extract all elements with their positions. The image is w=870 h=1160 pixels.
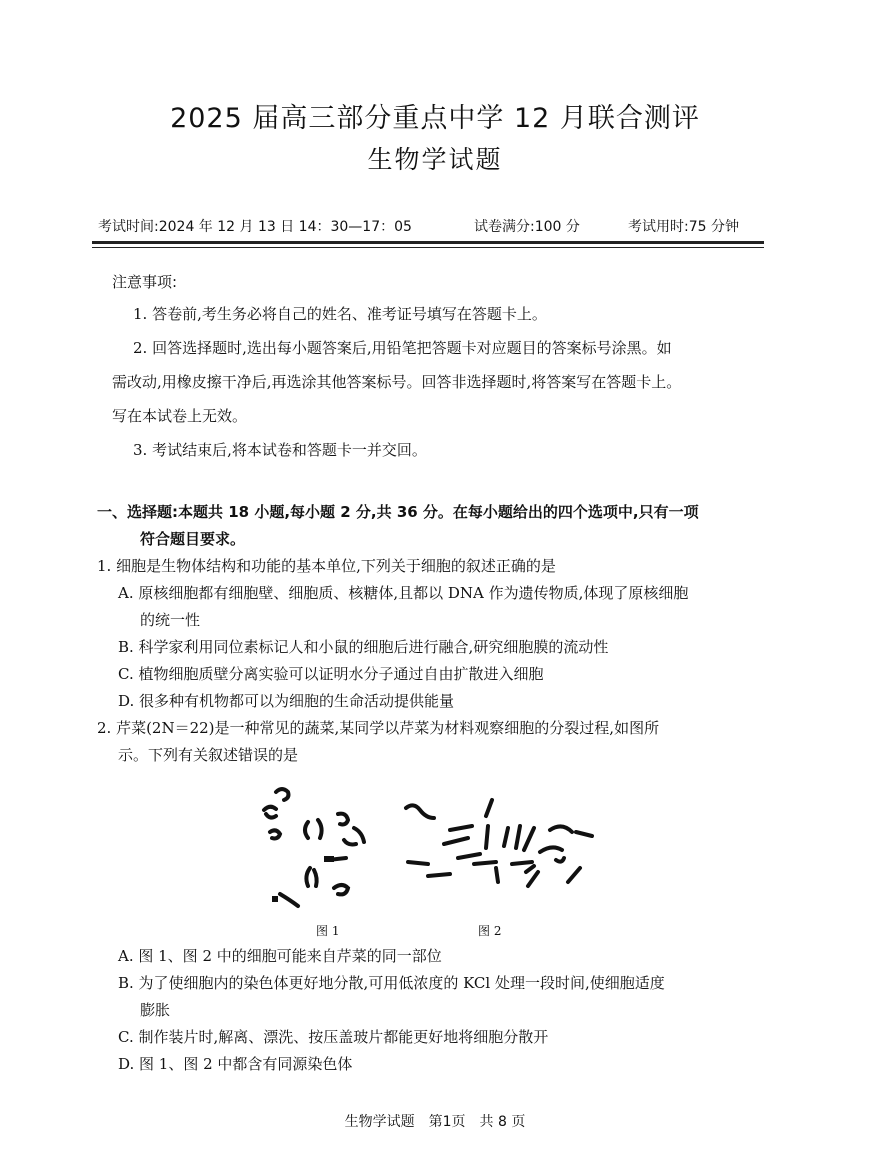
notice-item-2-line-1: 2. 回答选择题时,选出每小题答案后,用铅笔把答题卡对应题目的答案标号涂黑。如 <box>133 339 672 357</box>
exam-time: 考试时间:2024 年 12 月 13 日 14：30—17：05 <box>98 219 412 235</box>
notice-item-2-line-3: 写在本试卷上无效。 <box>112 407 248 425</box>
page-footer: 生物学试题 第1页 共 8 页 <box>344 1114 526 1130</box>
section-heading-line-2: 符合题目要求。 <box>140 530 246 548</box>
full-score: 试卷满分:100 分 <box>474 219 580 235</box>
figure-1-chromosomes <box>252 778 382 918</box>
exam-duration: 考试用时:75 分钟 <box>628 219 739 235</box>
q1-option-b: B. 科学家利用同位素标记人和小鼠的细胞后进行融合,研究细胞膜的流动性 <box>118 638 609 656</box>
q2-option-d: D. 图 1、图 2 中都含有同源染色体 <box>118 1055 353 1073</box>
q1-stem: 1. 细胞是生物体结构和功能的基本单位,下列关于细胞的叙述正确的是 <box>97 557 556 575</box>
notice-heading: 注意事项: <box>112 273 178 291</box>
exam-subtitle: 生物学试题 <box>367 145 503 174</box>
notice-item-1: 1. 答卷前,考生务必将自己的姓名、准考证号填写在答题卡上。 <box>133 305 547 323</box>
q2-option-b-line-1: B. 为了使细胞内的染色体更好地分散,可用低浓度的 KCl 处理一段时间,使细胞适度 <box>118 974 665 992</box>
q1-option-a-line-2: 的统一性 <box>140 611 201 629</box>
figure-2-chromosomes <box>400 790 600 900</box>
q2-option-a: A. 图 1、图 2 中的细胞可能来自芹菜的同一部位 <box>118 947 442 965</box>
q2-option-b-line-2: 膨胀 <box>140 1001 171 1019</box>
notice-item-3: 3. 考试结束后,将本试卷和答题卡一并交回。 <box>133 441 427 459</box>
figure-2-label: 图 2 <box>478 924 502 938</box>
q2-stem-line-2: 示。下列有关叙述错误的是 <box>118 746 299 764</box>
header-divider-thin <box>92 247 764 248</box>
q1-option-a-line-1: A. 原核细胞都有细胞壁、细胞质、核糖体,且都以 DNA 作为遗传物质,体现了原核细胞 <box>118 584 689 602</box>
figure-1-label: 图 1 <box>316 924 340 938</box>
q1-option-d: D. 很多种有机物都可以为细胞的生命活动提供能量 <box>118 692 455 710</box>
q2-option-c: C. 制作装片时,解离、漂洗、按压盖玻片都能更好地将细胞分散开 <box>118 1028 549 1046</box>
notice-item-2-line-2: 需改动,用橡皮擦干净后,再选涂其他答案标号。回答非选择题时,将答案写在答题卡上。 <box>112 373 682 391</box>
exam-title: 2025 届高三部分重点中学 12 月联合测评 <box>170 103 700 134</box>
section-heading-line-1: 一、选择题:本题共 18 小题,每小题 2 分,共 36 分。在每小题给出的四个选项中,只有一项 <box>97 503 699 521</box>
header-divider-thick <box>92 241 764 244</box>
q1-option-c: C. 植物细胞质壁分离实验可以证明水分子通过自由扩散进入细胞 <box>118 665 544 683</box>
q2-stem-line-1: 2. 芹菜(2N＝22)是一种常见的蔬菜,某同学以芹菜为材料观察细胞的分裂过程,如图所 <box>97 719 660 737</box>
